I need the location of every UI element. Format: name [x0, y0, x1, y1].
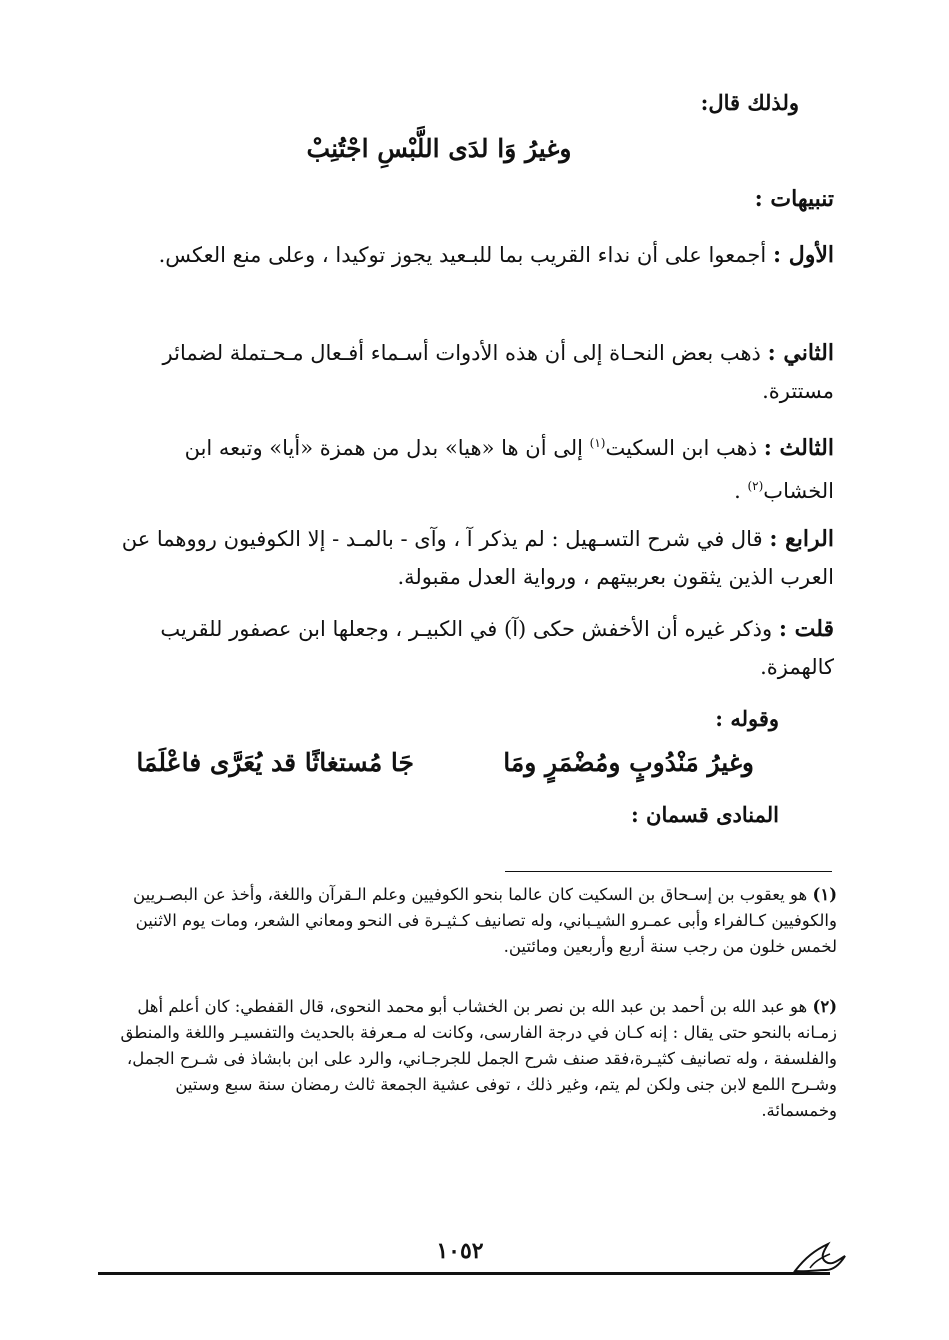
note-first-label: الأول : — [772, 242, 834, 268]
note-third-text-b: إلى أن ها «هيا» بدل من همزة «أيا» وتبعه ابن الخشاب — [184, 436, 834, 503]
footnote-ref-2: (٢) — [747, 479, 764, 493]
footnote-separator — [505, 871, 832, 872]
note-said — [94, 610, 834, 686]
footnote-1-text: هو يعقوب بن إسـحاق بن السكيت كان عالما بنحو الكوفيين وعلم الـقرآن واللغة، وأخذ عن البصـريين والكوفيين كـالفراء وأبى عمـرو الشيـباني، وله تصانيف كـثيـرة فى النحو ومعاني الشعر، ومات يوم الاثنين لخمس خلون من رجب سنة أربع وأربعين ومائتين. — [133, 885, 837, 956]
note-fourth-text: قال في شرح التسـهيل : لم يذكر آ ، وآى - بالمـد - إلا الكوفيون رووهما عن العرب الذين يثقون بعربيتهم ، ورواية العدل مقبولة. — [121, 527, 834, 589]
note-second-text: ذهب بعض النحـاة إلى أن هذه الأدوات أسـماء أفـعال مـحـتملة لضمائر مستترة. — [162, 341, 834, 403]
note-second-label: الثاني : — [767, 340, 834, 366]
bottom-rule — [98, 1272, 830, 1275]
note-first — [94, 236, 834, 274]
verse-2-second-half: جَا مُستغاثًا قد يُعَرَّى فاعْلَمَا — [136, 748, 414, 777]
note-fourth-label: الرابع : — [769, 526, 834, 552]
footnote-ref-1: (١) — [589, 436, 606, 450]
verse-1: وغيرُ وَا لدَى اللَّبْسِ اجْتُنِبْ — [306, 134, 572, 163]
intro-line: ولذلك قال: — [700, 90, 799, 115]
footnote-1 — [107, 882, 837, 960]
and-his-saying: وقوله : — [715, 706, 779, 731]
note-third-text-c: . — [734, 479, 741, 503]
ornament-flourish-icon — [790, 1238, 850, 1278]
note-said-text: وذكر غيره أن الأخفش حكى (آ) في الكبيـر ، وجعلها ابن عصفور للقريب كالهمزة. — [160, 617, 834, 679]
note-said-label: قلت : — [778, 616, 834, 642]
note-third — [94, 424, 834, 510]
note-fourth — [94, 520, 834, 596]
note-third-label: الثالث : — [763, 435, 834, 461]
page-number: ١٠٥٢ — [436, 1238, 484, 1264]
note-first-text: أجمعوا على أن نداء القريب بما للبـعيد يجوز توكيدا ، وعلى منع العكس. — [158, 243, 767, 267]
notes-heading: تنبيهات : — [754, 186, 834, 212]
verse-2-first-half: وغيرُ مَنْدُوبٍ ومُضْمَرٍ ومَا — [503, 748, 754, 777]
footnote-2-text: هو عبد الله بن أحمد بن عبد الله بن نصر بن الخشاب أبو محمد النحوى، قال القفطي: كان أعلم أهل زمـانه بالنحو حتى يقال : إنه كـان في درجة الفارسى، وكانت له مـعرفة بالحديث والتفسيـر واللغة والمنطق والفلسفة ، وله تصانيف كثيـرة،فقد صنف شرح الجمل للجرجـاني، والرد على ابن بابشاذ فى شـرح الجمل، وشـرح اللمع لابن جنى ولكن لم يتم، وغير ذلك ، توفى عشية الجمعة ثالث رمضان سنة سبع وستين وخمسمائة. — [120, 997, 837, 1120]
note-third-text-a: ذهب ابن السكيت — [605, 436, 758, 460]
note-second — [94, 334, 834, 410]
footnote-2-label: (٢) — [812, 997, 837, 1016]
footnote-2 — [107, 994, 837, 1124]
munada-line: المنادى قسمان : — [630, 802, 779, 827]
footnote-1-label: (١) — [812, 885, 837, 904]
